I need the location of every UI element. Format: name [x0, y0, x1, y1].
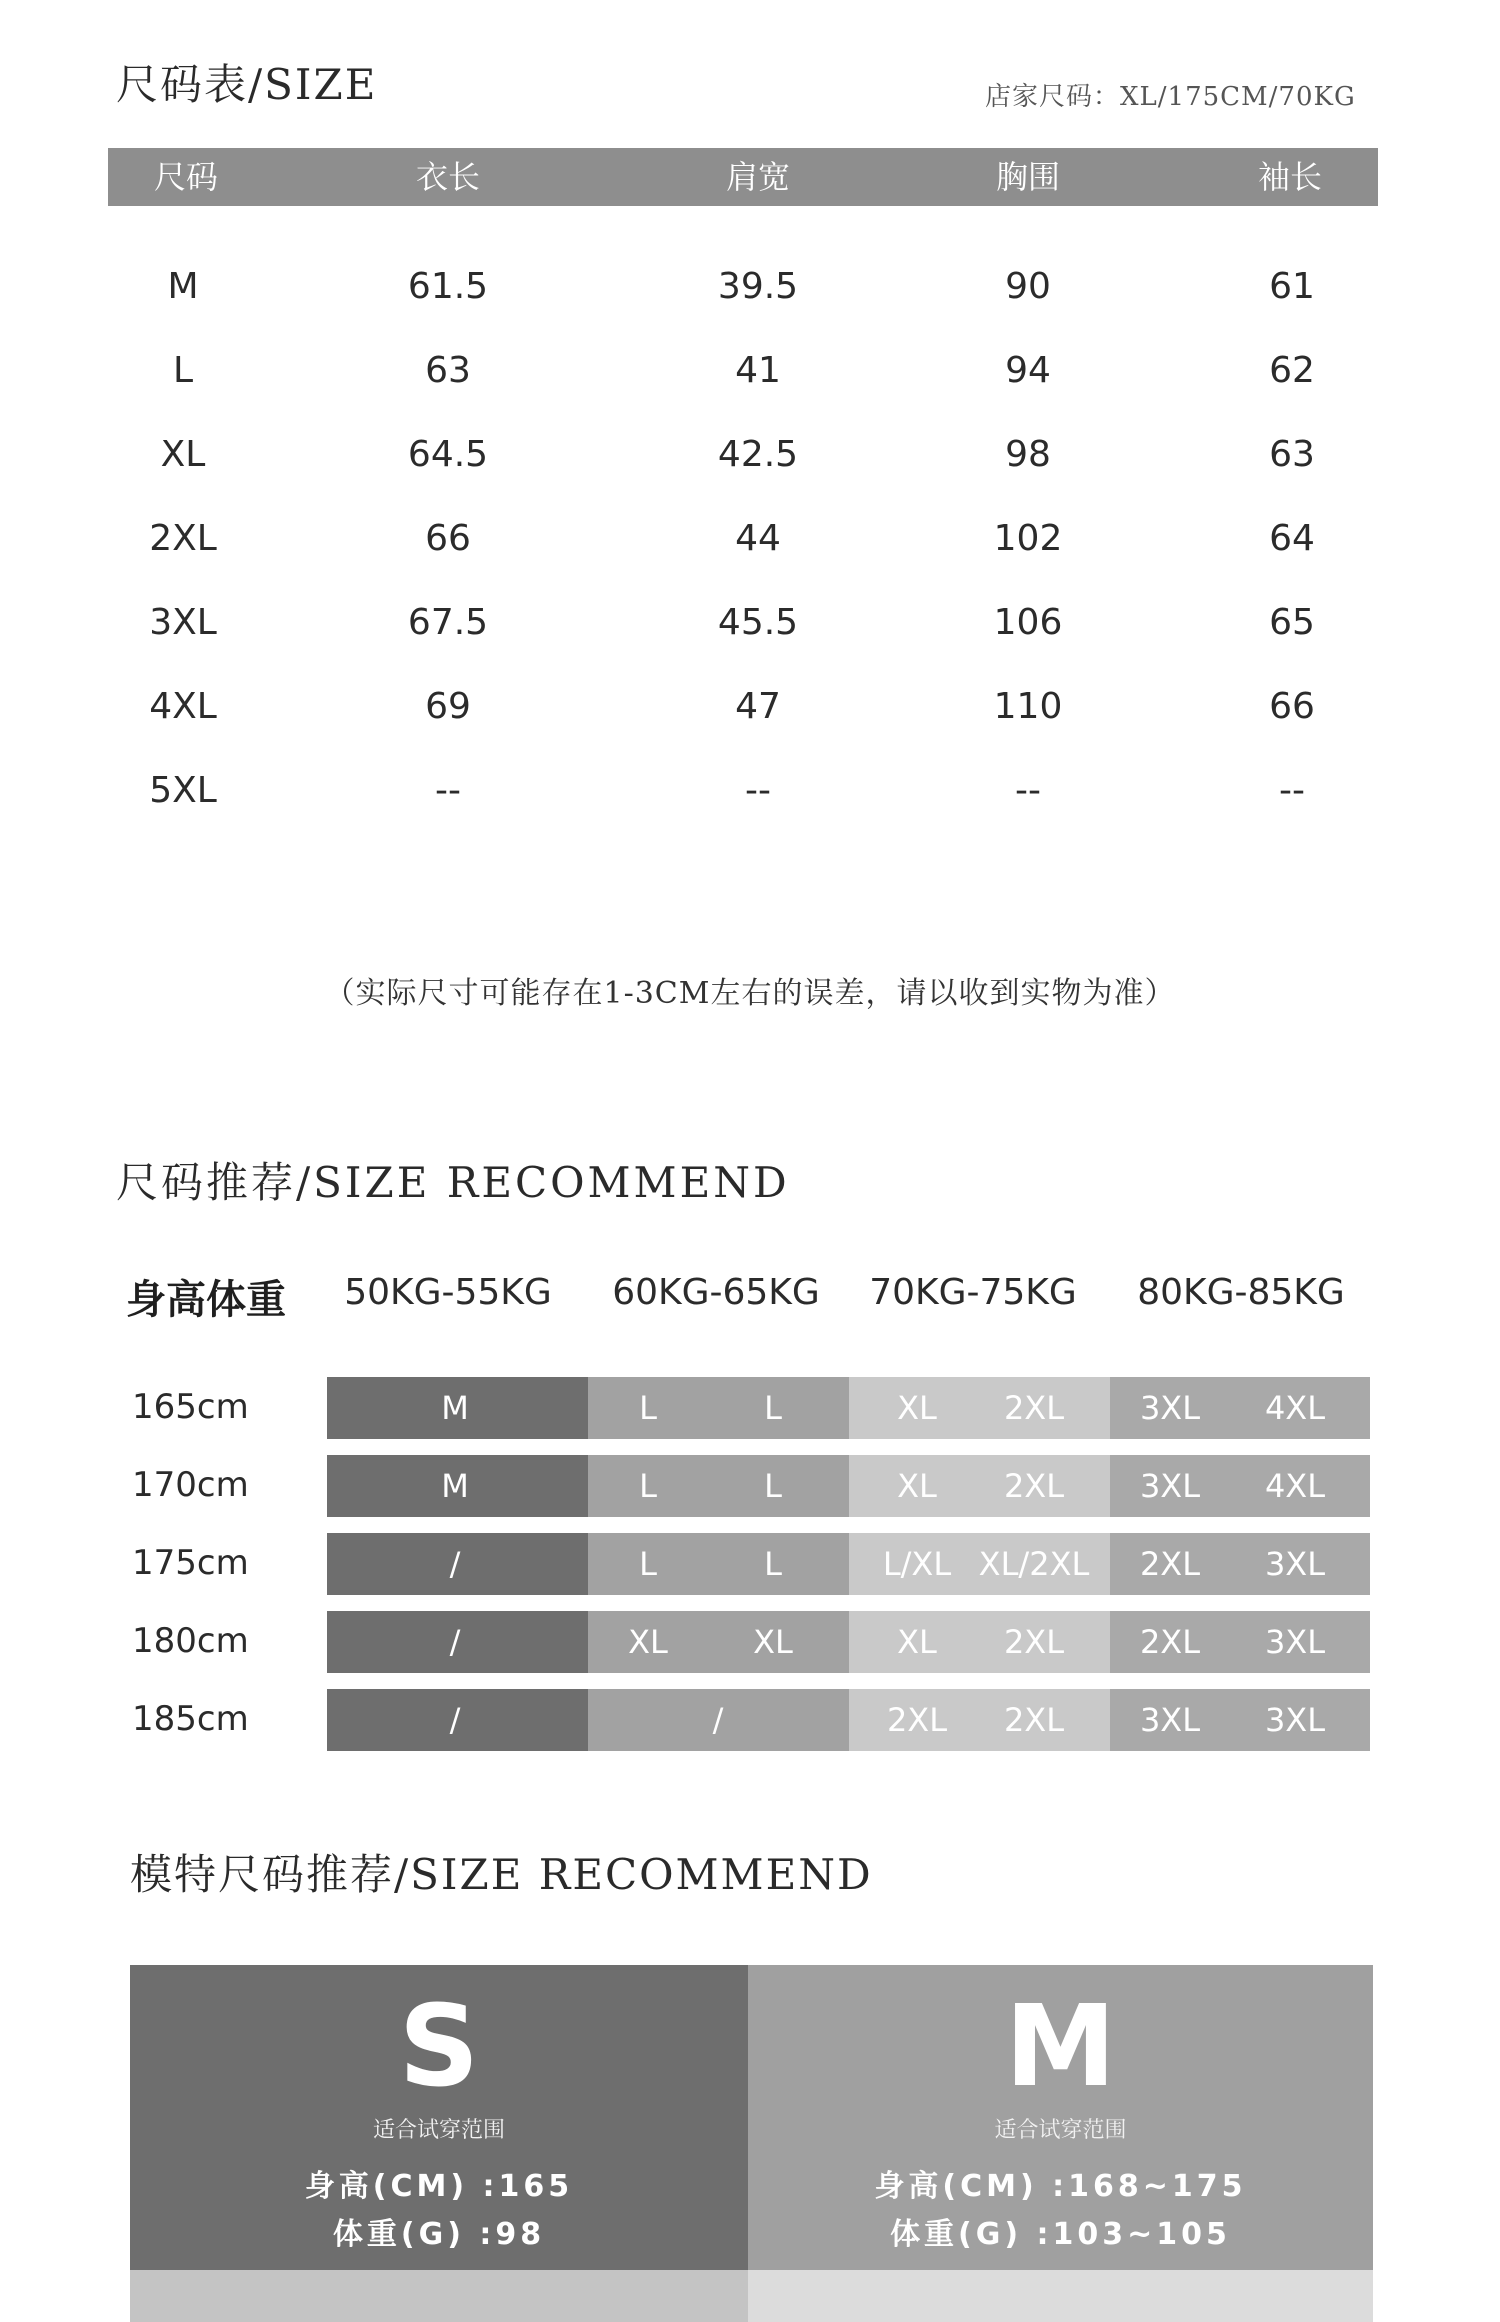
model-size-card-m	[748, 1965, 1373, 2322]
model-size-card-s	[130, 1965, 748, 2322]
table-cell: 90	[1005, 266, 1051, 307]
recommended-size: M	[441, 1389, 469, 1427]
table-cell: 47	[735, 686, 781, 727]
recommended-size: L	[639, 1545, 657, 1583]
recommended-size: XL	[753, 1623, 793, 1661]
recommended-size: L	[764, 1389, 782, 1427]
weight-range: 体重(G) :98	[332, 2217, 546, 2252]
recommended-size: XL	[628, 1623, 668, 1661]
table-cell: 66	[425, 518, 471, 559]
recommended-size: XL	[897, 1389, 937, 1427]
recommended-size: 2XL	[1003, 1701, 1065, 1739]
height-label: 175cm	[132, 1543, 249, 1583]
size-segment	[1110, 1689, 1370, 1751]
table-cell: 45.5	[717, 602, 799, 643]
table-cell: 62	[1269, 350, 1315, 391]
table-cell: --	[1015, 770, 1041, 811]
table-cell: 61	[1269, 266, 1315, 307]
table-cell: 61.5	[407, 266, 489, 307]
model-recommend-title: 模特尺码推荐/SIZE RECOMMEND	[130, 1850, 873, 1899]
table-cell: 39.5	[717, 266, 799, 307]
recommend-row	[327, 1377, 1370, 1439]
recommended-size: L	[764, 1545, 782, 1583]
size-segment	[849, 1455, 1110, 1517]
table-cell: 110	[993, 686, 1063, 727]
recommend-row	[327, 1689, 1370, 1751]
size-segment	[588, 1689, 849, 1751]
table-cell: 66	[1269, 686, 1315, 727]
table-cell: --	[1279, 770, 1305, 811]
height-range: 身高(CM) :168~175	[874, 2169, 1247, 2204]
height-label: 165cm	[132, 1387, 249, 1427]
size-segment	[1110, 1377, 1370, 1439]
size-segment	[849, 1533, 1110, 1595]
table-cell: M	[167, 266, 199, 307]
measurement-disclaimer: （实际尺寸可能存在1-3CM左右的误差，请以收到实物为准）	[324, 976, 1176, 1011]
store-size-note: 店家尺码：XL/175CM/70KG	[985, 82, 1356, 112]
height-label: 170cm	[132, 1465, 249, 1505]
table-cell: 41	[735, 350, 781, 391]
recommended-size: 2XL	[1139, 1545, 1201, 1583]
recommended-size: /	[449, 1701, 461, 1739]
table-cell: 94	[1005, 350, 1051, 391]
table-cell: 5XL	[149, 770, 217, 811]
table-cell: 64.5	[407, 434, 489, 475]
recommended-size: L	[639, 1389, 657, 1427]
header-sleeve: 袖长	[1257, 158, 1323, 196]
size-segment	[588, 1611, 849, 1673]
weight-range-2: 60KG-65KG	[612, 1272, 820, 1313]
table-cell: 44	[735, 518, 781, 559]
recommended-size: 2XL	[1003, 1467, 1065, 1505]
recommended-size: L/XL	[882, 1545, 952, 1583]
table-cell: 102	[993, 518, 1063, 559]
card-footer	[130, 2270, 748, 2322]
table-cell: 3XL	[149, 602, 217, 643]
header-length: 衣长	[415, 158, 481, 196]
size-segment	[588, 1455, 849, 1517]
header-chest: 胸围	[995, 158, 1061, 196]
recommended-size: 2XL	[1003, 1389, 1065, 1427]
table-cell: 65	[1269, 602, 1315, 643]
size-segment	[849, 1689, 1110, 1751]
recommended-size: 2XL	[1003, 1623, 1065, 1661]
height-range: 身高(CM) :165	[304, 2169, 574, 2204]
table-cell: --	[435, 770, 461, 811]
recommended-size: 3XL	[1139, 1701, 1201, 1739]
weight-range: 体重(G) :103~105	[890, 2217, 1231, 2252]
recommended-size: XL	[897, 1467, 937, 1505]
recommended-size: L	[639, 1467, 657, 1505]
table-cell: 69	[425, 686, 471, 727]
table-cell: 63	[1269, 434, 1315, 475]
range-label: 适合试穿范围	[372, 2118, 505, 2143]
table-cell: L	[172, 350, 194, 391]
recommended-size: 4XL	[1264, 1389, 1326, 1427]
size-segment	[588, 1533, 849, 1595]
table-cell: 63	[425, 350, 471, 391]
size-recommend-title: 尺码推荐/SIZE RECOMMEND	[116, 1158, 790, 1207]
table-cell: 2XL	[149, 518, 217, 559]
header-size: 尺码	[153, 158, 219, 196]
recommended-size: 3XL	[1264, 1623, 1326, 1661]
recommended-size: 3XL	[1264, 1545, 1326, 1583]
size-segment	[327, 1377, 588, 1439]
recommended-size: 2XL	[1139, 1623, 1201, 1661]
size-segment	[327, 1533, 588, 1595]
size-segment	[327, 1689, 588, 1751]
size-segment	[588, 1377, 849, 1439]
recommended-size: XL/2XL	[978, 1545, 1090, 1583]
weight-range-4: 80KG-85KG	[1137, 1272, 1345, 1313]
recommended-size: /	[449, 1545, 461, 1583]
weight-range-3: 70KG-75KG	[869, 1272, 1077, 1313]
recommend-row	[327, 1611, 1370, 1673]
recommended-size: L	[764, 1467, 782, 1505]
recommended-size: 4XL	[1264, 1467, 1326, 1505]
recommended-size: 2XL	[886, 1701, 948, 1739]
size-letter: S	[398, 1982, 480, 2112]
size-table-header	[108, 148, 1378, 206]
recommended-size: M	[441, 1467, 469, 1505]
height-weight-label: 身高体重	[126, 1277, 286, 1323]
recommended-size: /	[449, 1623, 461, 1661]
table-cell: 42.5	[717, 434, 799, 475]
table-cell: 4XL	[149, 686, 217, 727]
size-chart-title: 尺码表/SIZE	[116, 60, 378, 109]
table-cell: XL	[160, 434, 206, 475]
recommended-size: /	[712, 1701, 724, 1739]
size-segment	[327, 1455, 588, 1517]
range-label: 适合试穿范围	[994, 2118, 1127, 2143]
recommended-size: 3XL	[1139, 1389, 1201, 1427]
card-footer	[748, 2270, 1373, 2322]
table-cell: 64	[1269, 518, 1315, 559]
size-segment	[327, 1611, 588, 1673]
recommend-row	[327, 1533, 1370, 1595]
table-cell: 106	[993, 602, 1063, 643]
size-letter: M	[1004, 1982, 1117, 2112]
size-segment	[1110, 1455, 1370, 1517]
table-cell: 98	[1005, 434, 1051, 475]
height-label: 185cm	[132, 1699, 249, 1739]
recommend-row	[327, 1455, 1370, 1517]
size-segment	[849, 1377, 1110, 1439]
height-label: 180cm	[132, 1621, 249, 1661]
weight-range-1: 50KG-55KG	[344, 1272, 552, 1313]
table-cell: 67.5	[407, 602, 489, 643]
recommended-size: XL	[897, 1623, 937, 1661]
recommended-size: 3XL	[1139, 1467, 1201, 1505]
table-cell: --	[745, 770, 771, 811]
size-segment	[849, 1611, 1110, 1673]
size-segment	[1110, 1611, 1370, 1673]
recommended-size: 3XL	[1264, 1701, 1326, 1739]
size-segment	[1110, 1533, 1370, 1595]
header-shoulder: 肩宽	[725, 158, 791, 196]
